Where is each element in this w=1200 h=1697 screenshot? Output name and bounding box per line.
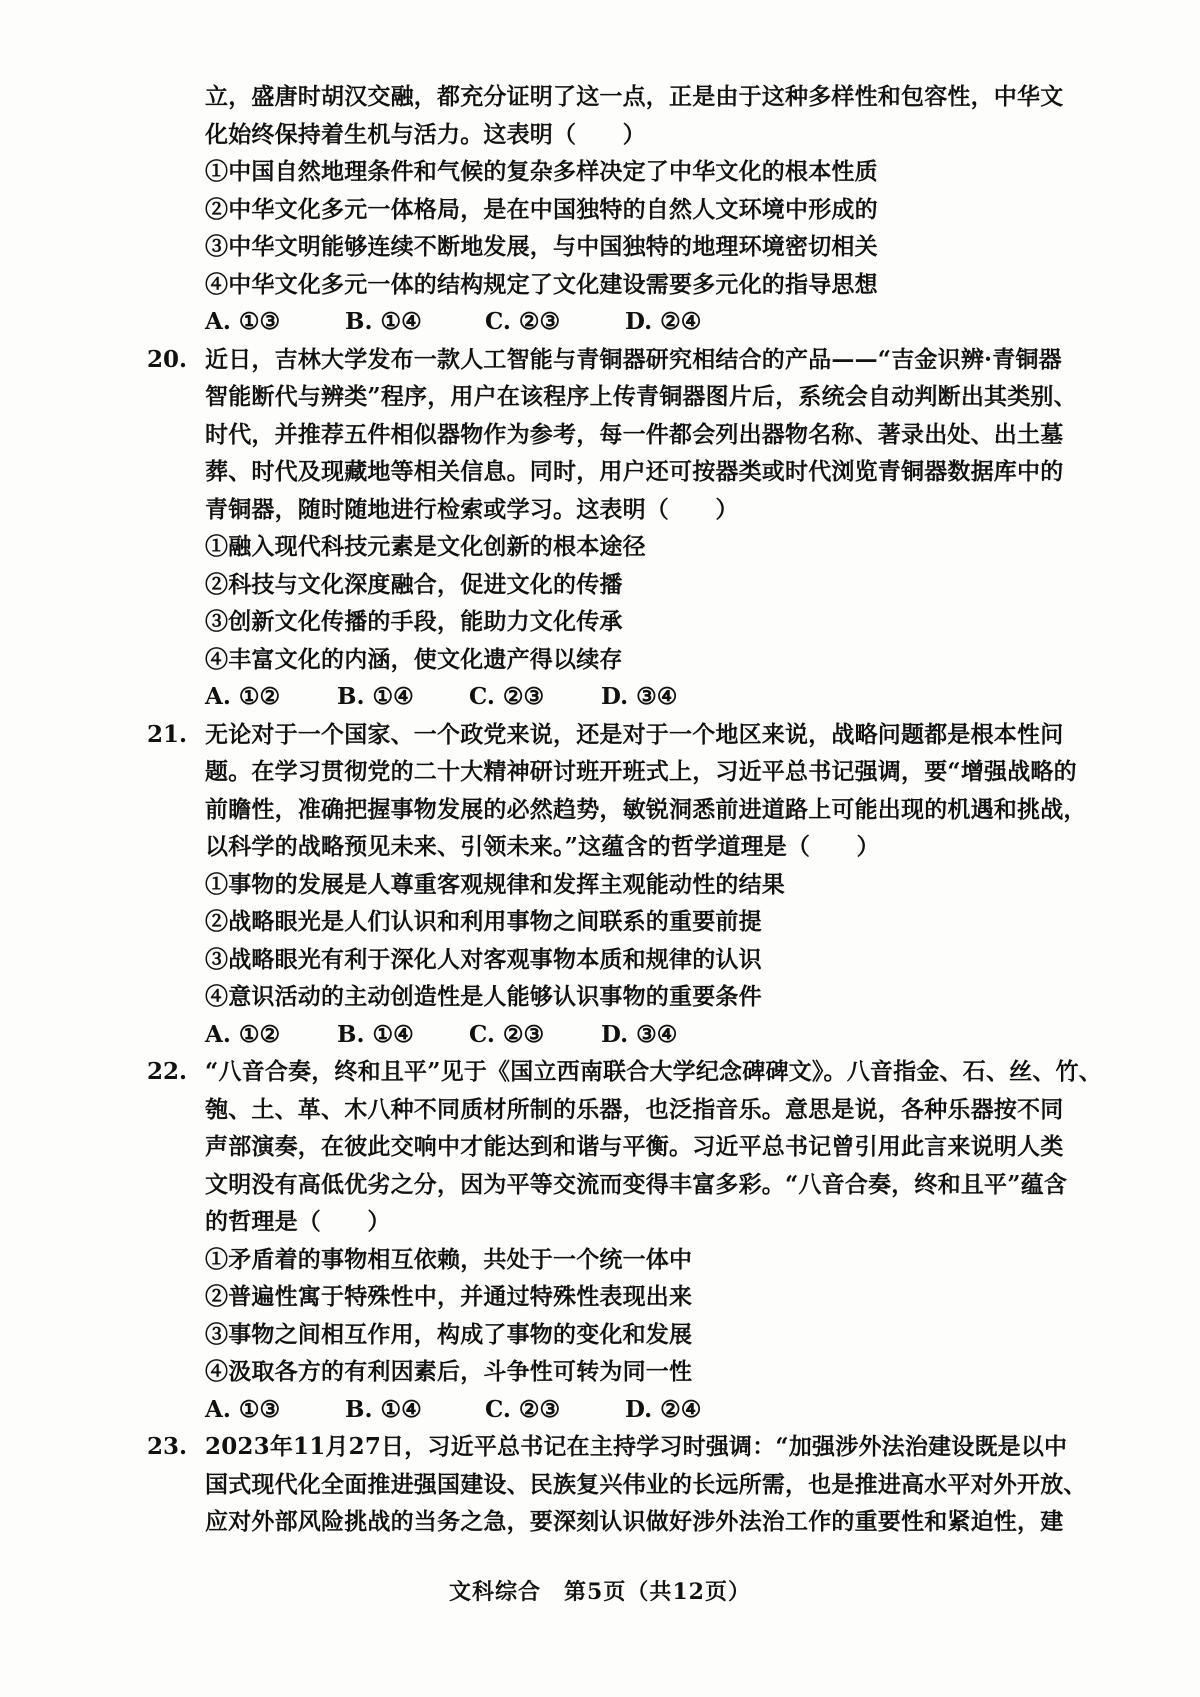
statement-3: ③创新文化传播的手段，能助力文化传承 — [205, 608, 623, 635]
statement-4: ④中华文化多元一体的结构规定了文化建设需要多元化的指导思想 — [205, 270, 878, 298]
question-22 — [147, 1053, 1102, 1428]
choice-c: C. ②③ — [485, 1395, 561, 1423]
question-text-line: 的哲理是（ ） — [205, 1208, 391, 1235]
question-text-line: 无论对于一个国家、一个政党来说，还是对于一个地区来说，战略问题都是根本性问 — [205, 720, 1064, 748]
choice-d: D. ②④ — [625, 1395, 702, 1423]
question-text-line: 应对外部风险挑战的当务之急，要深刻认识做好涉外法治工作的重要性和紧迫性，建 — [205, 1508, 1064, 1535]
question-text-line: 时代，并推荐五件相似器物作为参考，每一件都会列出器物名称、著录出处、出土墓 — [205, 420, 1064, 448]
question-text-line: 立，盛唐时胡汉交融，都充分证明了这一点，正是由于这种多样性和包容性，中华文 — [205, 83, 1064, 110]
choice-d: D. ②④ — [625, 308, 702, 335]
choice-b: B. ①④ — [337, 683, 414, 710]
question-23 — [147, 1428, 1095, 1541]
choice-d: D. ③④ — [601, 683, 678, 710]
question-text-line: 葬、时代及现藏地等相关信息。同时，用户还可按器类或时代浏览青铜器数据库中的 — [205, 458, 1064, 485]
question-number: 21. — [147, 720, 188, 748]
answer-choices — [205, 303, 1095, 341]
statement-1: ①融入现代科技元素是文化创新的根本途径 — [205, 533, 646, 560]
question-text-line: “八音合奏，终和且平”见于《国立西南联合大学纪念碑碑文》。八音指金、石、丝、竹、 — [205, 1058, 1102, 1085]
question-text-line: 匏、土、革、木八种不同质材所制的乐器，也泛指音乐。意思是说，各种乐器按不同 — [205, 1095, 1064, 1123]
statement-2: ②科技与文化深度融合，促进文化的传播 — [205, 570, 623, 598]
choice-c: C. ②③ — [469, 1020, 545, 1048]
choice-c: C. ②③ — [469, 683, 545, 710]
question-text-line: 文明没有高低优劣之分，因为平等交流而变得丰富多彩。“八音合奏，终和且平”蕴含 — [205, 1170, 1068, 1198]
answer-choices — [205, 678, 1095, 716]
choice-b: B. ①④ — [345, 308, 422, 335]
question-number: 23. — [147, 1433, 188, 1460]
choice-a: A. ①③ — [205, 308, 281, 335]
question-text-line: 国式现代化全面推进强国建设、民族复兴伟业的长远所需，也是推进高水平对外开放、 — [205, 1470, 1087, 1498]
question-number: 20. — [147, 345, 188, 373]
choice-a: A. ①③ — [205, 1395, 281, 1423]
statement-2: ②中华文化多元一体格局，是在中国独特的自然人文环境中形成的 — [205, 195, 878, 223]
question-text-line: 智能断代与辨类”程序，用户在该程序上传青铜器图片后，系统会自动判断出其类别、 — [205, 383, 1077, 410]
question-text-line: 声部演奏，在彼此交响中才能达到和谐与平衡。习近平总书记曾引用此言来说明人类 — [205, 1133, 1064, 1160]
statement-2: ②普遍性寓于特殊性中，并通过特殊性表现出来 — [205, 1283, 693, 1310]
statement-3: ③中华文明能够连续不断地发展，与中国独特的地理环境密切相关 — [205, 233, 878, 260]
answer-choices — [205, 1391, 1095, 1429]
statement-3: ③战略眼光有利于深化人对客观事物本质和规律的认识 — [205, 945, 762, 973]
question-19-continuation — [205, 78, 1095, 341]
question-text-line: 以科学的战略预见未来、引领未来。”这蕴含的哲学道理是（ ） — [205, 833, 880, 860]
question-20 — [147, 341, 1095, 716]
question-text-line: 2023年11月27日，习近平总书记在主持学习时强调：“加强涉外法治建设既是以中 — [205, 1433, 1068, 1460]
question-text-line: 化始终保持着生机与活力。这表明（ ） — [205, 120, 646, 148]
choice-a: A. ①② — [205, 683, 281, 710]
page-content — [147, 78, 1102, 1541]
statement-1: ①中国自然地理条件和气候的复杂多样决定了中华文化的根本性质 — [205, 158, 878, 185]
question-text-line: 青铜器，随时随地进行检索或学习。这表明（ ） — [205, 495, 739, 523]
question-text-line: 近日，吉林大学发布一款人工智能与青铜器研究相结合的产品——“吉金识辨·青铜器 — [205, 345, 1062, 373]
statement-1: ①矛盾着的事物相互依赖，共处于一个统一体中 — [205, 1245, 693, 1273]
question-text-line: 题。在学习贯彻党的二十大精神研讨班开班式上，习近平总书记强调，要“增强战略的 — [205, 758, 1077, 785]
choice-c: C. ②③ — [485, 308, 561, 335]
statement-4: ④汲取各方的有利因素后，斗争性可转为同一性 — [205, 1358, 693, 1385]
choice-b: B. ①④ — [345, 1395, 422, 1423]
choice-d: D. ③④ — [601, 1020, 678, 1048]
choice-a: A. ①② — [205, 1020, 281, 1048]
choice-b: B. ①④ — [337, 1020, 414, 1048]
statement-4: ④意识活动的主动创造性是人能够认识事物的重要条件 — [205, 983, 762, 1010]
statement-2: ②战略眼光是人们认识和利用事物之间联系的重要前提 — [205, 908, 762, 935]
question-text-line: 前瞻性，准确把握事物发展的必然趋势，敏锐洞悉前进道路上可能出现的机遇和挑战， — [205, 795, 1087, 823]
question-number: 22. — [147, 1058, 188, 1085]
statement-4: ④丰富文化的内涵，使文化遗产得以续存 — [205, 645, 623, 673]
answer-choices — [205, 1016, 1095, 1054]
statement-1: ①事物的发展是人尊重客观规律和发挥主观能动性的结果 — [205, 870, 785, 898]
question-21 — [147, 716, 1095, 1054]
page-footer: 文科综合 第5页（共12页） — [449, 1579, 751, 1605]
statement-3: ③事物之间相互作用，构成了事物的变化和发展 — [205, 1320, 693, 1348]
